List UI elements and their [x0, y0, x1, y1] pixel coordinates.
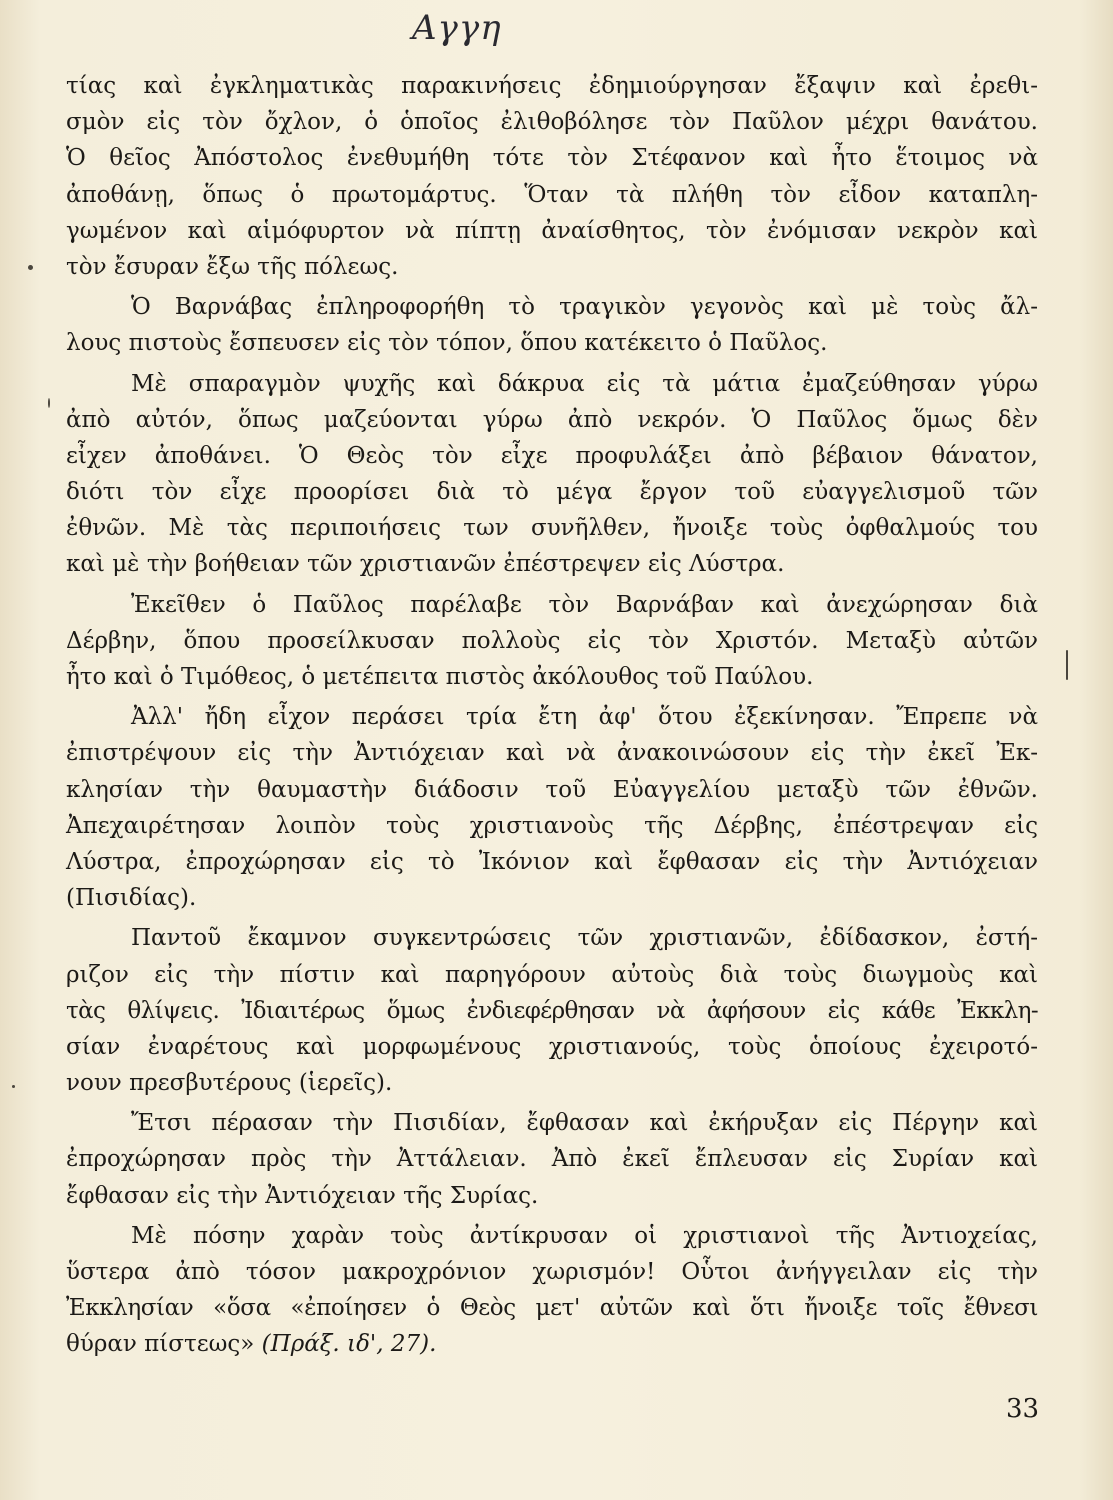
text-line: ἦτο καὶ ὁ Τιμόθεος, ὁ μετέπειτα πιστὸς ἀκόλουθος τοῦ Παύλου.: [66, 664, 814, 690]
text-line: εἶχεν ἀποθάνει. Ὁ Θεὸς τὸν εἶχε προφυλάξει ἀπὸ βέβαιον θάνατον,: [66, 442, 1038, 469]
text-line: ἐπροχώρησαν πρὸς τὴν Ἀττάλειαν. Ἀπὸ ἐκεῖ ἔπλευσαν εἰς Συρίαν καὶ: [66, 1146, 1038, 1173]
text-line: γωμένον καὶ αἱμόφυρτον νὰ πίπτῃ ἀναίσθητος, τὸν ἐνόμισαν νεκρὸν καὶ: [66, 217, 1038, 244]
text-line: Μὲ σπαραγμὸν ψυχῆς καὶ δάκρυα εἰς τὰ μάτια ἐμαζεύθησαν γύρω: [131, 370, 1038, 397]
scan-speck: [28, 265, 33, 270]
text-line: ἀπὸ αὐτόν, ὅπως μαζεύονται γύρω ἀπὸ νεκρόν. Ὁ Παῦλος ὅμως δὲν: [66, 406, 1038, 433]
text-line: κλησίαν τὴν θαυμαστὴν διάδοσιν τοῦ Εὐαγγελίου μεταξὺ τῶν ἐθνῶν.: [66, 776, 1038, 803]
page-number: 33: [1006, 1394, 1040, 1424]
paragraph-1: [66, 68, 1038, 285]
scan-speck: [1066, 650, 1068, 680]
text-line: [66, 1326, 1038, 1362]
text-line: ἔφθασαν εἰς τὴν Ἀντιόχειαν τῆς Συρίας.: [66, 1182, 539, 1209]
text-line: Ἐκκλησίαν «ὅσα «ἐποίησεν ὁ Θεὸς μετ' αὐτῶν καὶ ὅτι ἤνοιξε τοῖς ἔθνεσι: [66, 1295, 1038, 1322]
paragraph-2: [66, 289, 1038, 361]
text-line: ὕστερα ἀπὸ τόσον μακροχρόνιον χωρισμόν! Οὗτοι ἀνήγγειλαν εἰς τὴν: [66, 1259, 1038, 1285]
text-line: σμὸν εἰς τὸν ὄχλον, ὁ ὁποῖος ἐλιθοβόλησε τὸν Παῦλον μέχρι θανάτου.: [66, 109, 1038, 136]
text-line: λους πιστοὺς ἔσπευσεν εἰς τὸν τόπον, ὅπου κατέκειτο ὁ Παῦλος.: [66, 330, 828, 357]
paragraph-7: [66, 1105, 1038, 1214]
text-line: Παντοῦ ἔκαμνον συγκεντρώσεις τῶν χριστιανῶν, ἐδίδασκον, ἐστή-: [131, 925, 1038, 952]
text-line: νουν πρεσβυτέρους (ἱερεῖς).: [66, 1070, 393, 1097]
text-line: καὶ μὲ τὴν βοήθειαν τῶν χριστιανῶν ἐπέστρεψεν εἰς Λύστρα.: [66, 551, 785, 578]
text-line: τὸν ἔσυραν ἔξω τῆς πόλεως.: [66, 253, 399, 280]
scan-speck: [12, 1085, 15, 1088]
body-text: [66, 68, 1038, 1363]
text-line: διότι τὸν εἶχε προορίσει διὰ τὸ μέγα ἔργον τοῦ εὐαγγελισμοῦ τῶν: [66, 479, 1038, 506]
text-line: ἐπιστρέψουν εἰς τὴν Ἀντιόχειαν καὶ νὰ ἀνακοινώσουν εἰς τὴν ἐκεῖ Ἐκ-: [66, 740, 1038, 767]
text-line: ριζον εἰς τὴν πίστιν καὶ παρηγόρουν αὐτοὺς διὰ τοὺς διωγμοὺς καὶ: [66, 961, 1038, 988]
paragraph-5: [66, 699, 1038, 916]
text-line: Ὁ θεῖος Ἀπόστολος ἐνεθυμήθη τότε τὸν Στέφανον καὶ ἦτο ἕτοιμος νὰ: [66, 145, 1038, 172]
text-line: τὰς θλίψεις. Ἰδιαιτέρως ὅμως ἐνδιεφέρθησαν νὰ ἀφήσουν εἰς κάθε Ἐκκλη-: [66, 997, 1038, 1024]
handwritten-note: Αγγη: [412, 8, 502, 48]
text-line: Δέρβην, ὅπου προσείλκυσαν πολλοὺς εἰς τὸν Χριστόν. Μεταξὺ αὐτῶν: [66, 627, 1038, 654]
text-line: Λύστρα, ἐπροχώρησαν εἰς τὸ Ἰκόνιον καὶ ἔφθασαν εἰς τὴν Ἀντιόχειαν: [66, 848, 1038, 875]
text-line: ἐθνῶν. Μὲ τὰς περιποιήσεις των συνῆλθεν, ἤνοιξε τοὺς ὀφθαλμούς του: [66, 515, 1038, 542]
paragraph-4: [66, 587, 1038, 696]
text-line: ἀποθάνῃ, ὅπως ὁ πρωτομάρτυς. Ὅταν τὰ πλήθη τὸν εἶδον καταπλη-: [66, 181, 1038, 208]
text-line: Ὁ Βαρνάβας ἐπληροφορήθη τὸ τραγικὸν γεγονὸς καὶ μὲ τοὺς ἄλ-: [131, 294, 1038, 321]
scan-speck: [48, 398, 50, 408]
text-line: τίας καὶ ἐγκληματικὰς παρακινήσεις ἐδημιούργησαν ἔξαψιν καὶ ἐρεθι-: [66, 73, 1038, 99]
text-line: (Πισιδίας).: [66, 885, 197, 912]
text-line: Ἀλλ' ἤδη εἶχον περάσει τρία ἔτη ἀφ' ὅτου ἐξεκίνησαν. Ἔπρεπε νὰ: [131, 704, 1038, 731]
text-line: Ἔτσι πέρασαν τὴν Πισιδίαν, ἔφθασαν καὶ ἐκήρυξαν εἰς Πέργην καὶ: [131, 1110, 1038, 1137]
quote-end: θύραν πίστεως»: [66, 1331, 255, 1358]
text-line: Μὲ πόσην χαρὰν τοὺς ἀντίκρυσαν οἱ χριστιανοὶ τῆς Ἀντιοχείας,: [131, 1222, 1038, 1249]
paragraph-8: [66, 1218, 1038, 1363]
text-line: Ἀπεχαιρέτησαν λοιπὸν τοὺς χριστιανοὺς τῆς Δέρβης, ἐπέστρεψαν εἰς: [66, 812, 1038, 839]
scripture-reference: (Πράξ. ιδ', 27).: [261, 1331, 437, 1358]
text-line: Ἐκεῖθεν ὁ Παῦλος παρέλαβε τὸν Βαρνάβαν καὶ ἀνεχώρησαν διὰ: [131, 591, 1038, 618]
paragraph-3: [66, 366, 1038, 583]
text-line: σίαν ἐναρέτους καὶ μορφωμένους χριστιανούς, τοὺς ὁποίους ἐχειροτό-: [66, 1033, 1038, 1060]
paragraph-6: [66, 920, 1038, 1101]
